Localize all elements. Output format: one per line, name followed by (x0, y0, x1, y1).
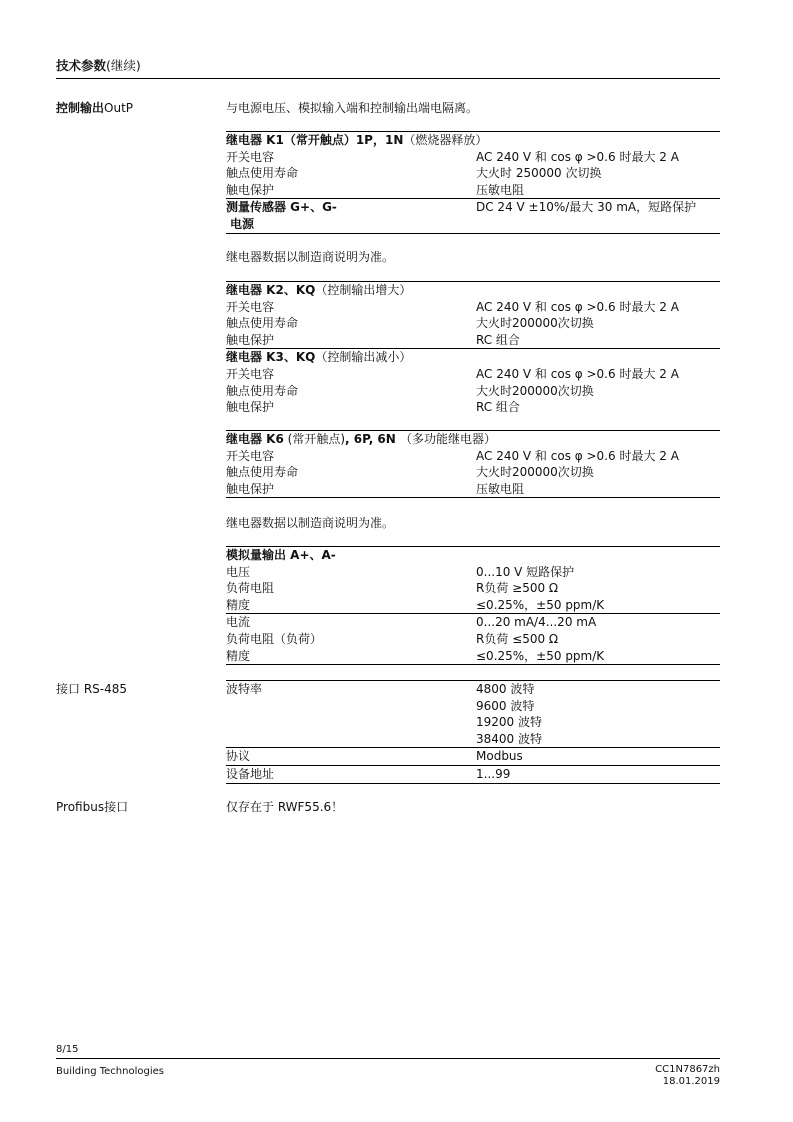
footer-doc-id: CC1N7867zh (655, 1064, 720, 1075)
table-row: 触电保护 压敏电阻 (226, 182, 525, 197)
table-relay-k6 (226, 430, 720, 498)
table-row (226, 282, 720, 299)
table-row: 开关电容 AC 240 V 和 cos φ >0.6 时最大 2 A (226, 448, 679, 463)
page-header-title (56, 58, 141, 75)
output-label-bold: 控制输出 (56, 101, 105, 115)
table-row: 触点使用寿命 大火时 250000 次切换 (226, 166, 602, 181)
table-row: 开关电容 AC 240 V 和 cos φ >0.6 时最大 2 A (226, 299, 679, 314)
table-row: 触点使用寿命 大火时200000次切换 (226, 383, 594, 398)
table-row: 触电保护 RC 组合 (226, 332, 520, 347)
k6-title: 继电器 K6 (常开触点), 6P, 6N （多功能继电器） (226, 432, 497, 446)
table-row: 触电保护 RC 组合 (226, 400, 520, 415)
table-row: 波特率 4800 波特 (226, 682, 535, 696)
profibus-text: 仅存在于 RWF55.6！ (226, 800, 344, 814)
table-bottom-rule (226, 783, 720, 784)
table-row: 触电保护 压敏电阻 (226, 481, 525, 496)
header-title-bold: 技术参数 (56, 58, 107, 73)
table-relay-k2-k3 (226, 281, 720, 416)
analog-title: 模拟量输出 A+、A- (226, 548, 336, 562)
table-row: 负荷电阻（负荷） R负荷 ≤500 Ω (226, 631, 559, 646)
k3-title: 继电器 K3、KQ（控制输出减小） (226, 350, 412, 365)
table-row: 开关电容 AC 240 V 和 cos φ >0.6 时最大 2 A (226, 149, 679, 164)
output-label-rest: OutP (104, 101, 134, 115)
footer-divider (56, 1058, 720, 1059)
relay-note-2: 继电器数据以制造商说明为准。 (226, 516, 395, 530)
table-row: 测量传感器 G+、G- DC 24 V ±10%/最大 30 mA，短路保护 (226, 200, 697, 215)
table-row: 触点使用寿命 大火时200000次切换 (226, 316, 594, 331)
table-analog-output (226, 546, 720, 665)
table-row: 38400 波特 (476, 731, 542, 746)
protocol-label: 协议 (226, 749, 251, 764)
section-label-profibus: Profibus接口 (56, 800, 129, 814)
table-row (226, 431, 720, 448)
table-row: 电压 0...10 V 短路保护 (226, 564, 575, 579)
table-row: 协议 Modbus (226, 749, 523, 764)
table-bottom-rule (226, 497, 720, 498)
table-relay-k1 (226, 131, 720, 234)
table-row: 精度 ≤0.25%，±50 ppm/K (226, 597, 605, 612)
relay-note-1: 继电器数据以制造商说明为准。 (226, 250, 395, 264)
table-row: 负荷电阻 R负荷 ≥500 Ω (226, 581, 559, 596)
table-row: 开关电容 AC 240 V 和 cos φ >0.6 时最大 2 A (226, 366, 679, 381)
table-row: 电源 (230, 216, 255, 231)
table-row: 触点使用寿命 大火时200000次切换 (226, 465, 594, 480)
footer-doc-info (655, 1064, 720, 1088)
section-label-output (56, 100, 133, 117)
table-row (226, 547, 720, 564)
page-number: 8/15 (56, 1044, 79, 1055)
address-label: 设备地址 (226, 766, 275, 781)
table-row (226, 132, 720, 149)
output-intro: 与电源电压、模拟输入端和控制输出端电隔离。 (226, 101, 479, 115)
table-row: 19200 波特 (476, 715, 542, 730)
footer-date: 18.01.2019 (662, 1076, 720, 1087)
header-divider (56, 78, 720, 79)
table-row: 电流 0...20 mA/4...20 mA (226, 615, 597, 630)
header-title-rest: (继续) (106, 58, 141, 73)
sensor-title: 测量传感器 G+、G- (226, 200, 337, 215)
table-row: 设备地址 1...99 (226, 766, 511, 781)
table-row: 精度 ≤0.25%，±50 ppm/K (226, 648, 605, 663)
baud-label: 波特率 (226, 682, 263, 696)
table-bottom-rule (226, 664, 720, 665)
table-rs485 (226, 680, 720, 784)
footer-company: Building Technologies (56, 1066, 164, 1077)
k2-title: 继电器 K2、KQ（控制输出增大） (226, 283, 412, 297)
k1-title: 继电器 K1（常开触点）1P，1N（燃烧器释放） (226, 133, 488, 147)
table-bottom-rule (226, 233, 720, 234)
table-row: 9600 波特 (476, 698, 535, 713)
section-label-rs485: 接口 RS-485 (56, 682, 128, 696)
table-row (226, 349, 720, 366)
